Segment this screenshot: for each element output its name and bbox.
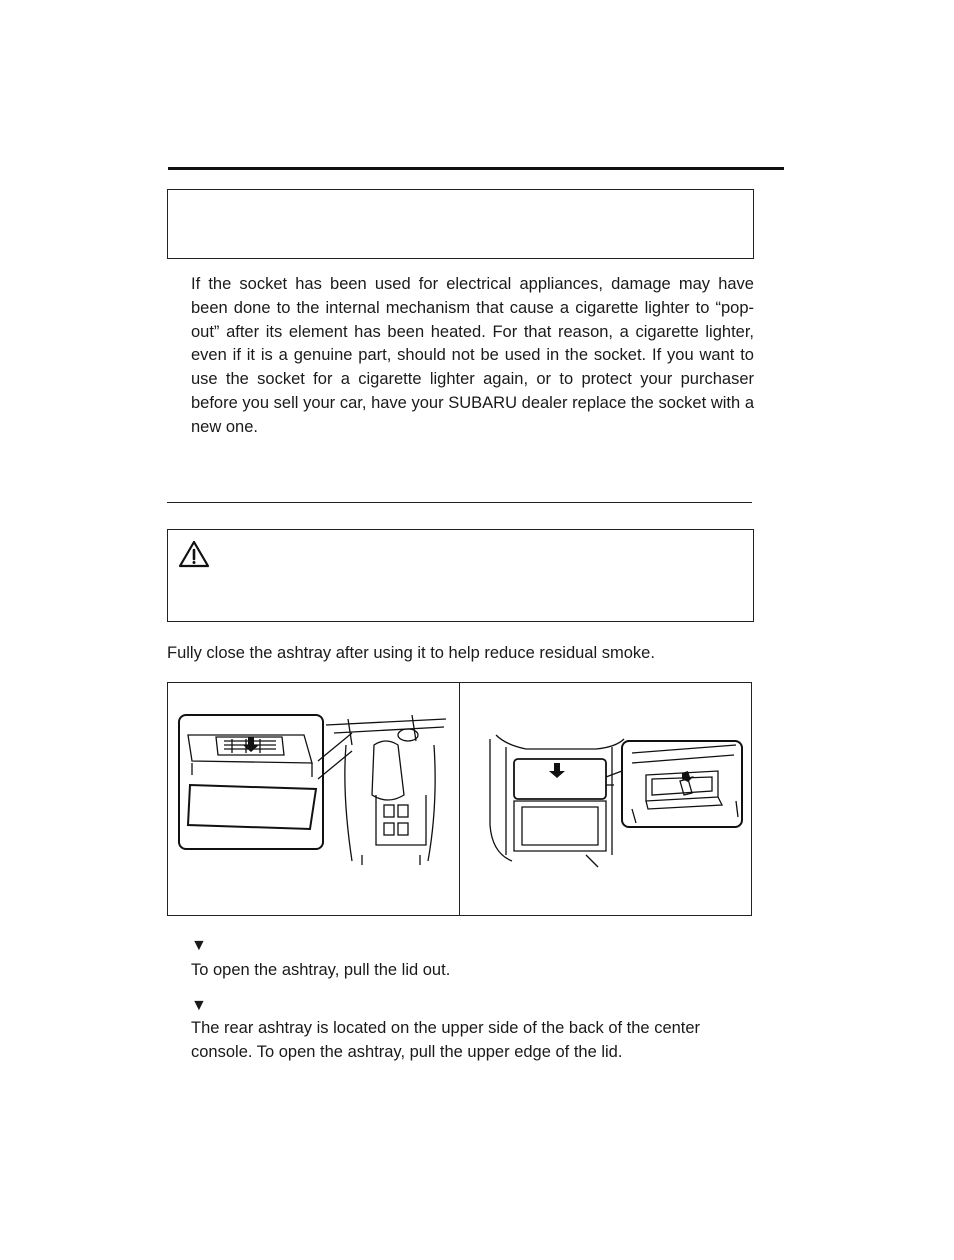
figure-divider (459, 683, 460, 915)
front-bullet-icon: ▼ (191, 937, 207, 954)
notice-paragraph: If the socket has been used for electrical appliances, damage may have been done to the internal mechanism that cause a cigarette lighter to “pop-out” after its element has been heated. For that reason, a cigarette lighter, even if it is a genuine part, should not be used in the socket. If you want to use the socket for a cigarette lighter again, or to protect your purchaser before you sell your car, have your SUBARU dealer replace the socket with a new one. (191, 275, 754, 436)
rear-ashtray-text: The rear ashtray is located on the upper side of the back of the center console. To open the ashtray, pull the upper edge of the lid. (191, 1019, 701, 1061)
section-divider (167, 502, 752, 503)
ashtray-intro: Fully close the ashtray after using it to help reduce residual smoke. (167, 644, 655, 662)
caution-box (167, 529, 754, 622)
section-top-rule (168, 167, 784, 170)
warning-triangle-icon (178, 540, 210, 568)
front-ashtray-illustration (176, 705, 452, 865)
rear-ashtray-illustration (466, 705, 748, 875)
front-ashtray-text: To open the ashtray, pull the lid out. (191, 961, 451, 979)
rear-bullet-icon: ▼ (191, 997, 207, 1014)
notice-box (167, 189, 754, 259)
figure-frame (167, 682, 752, 916)
